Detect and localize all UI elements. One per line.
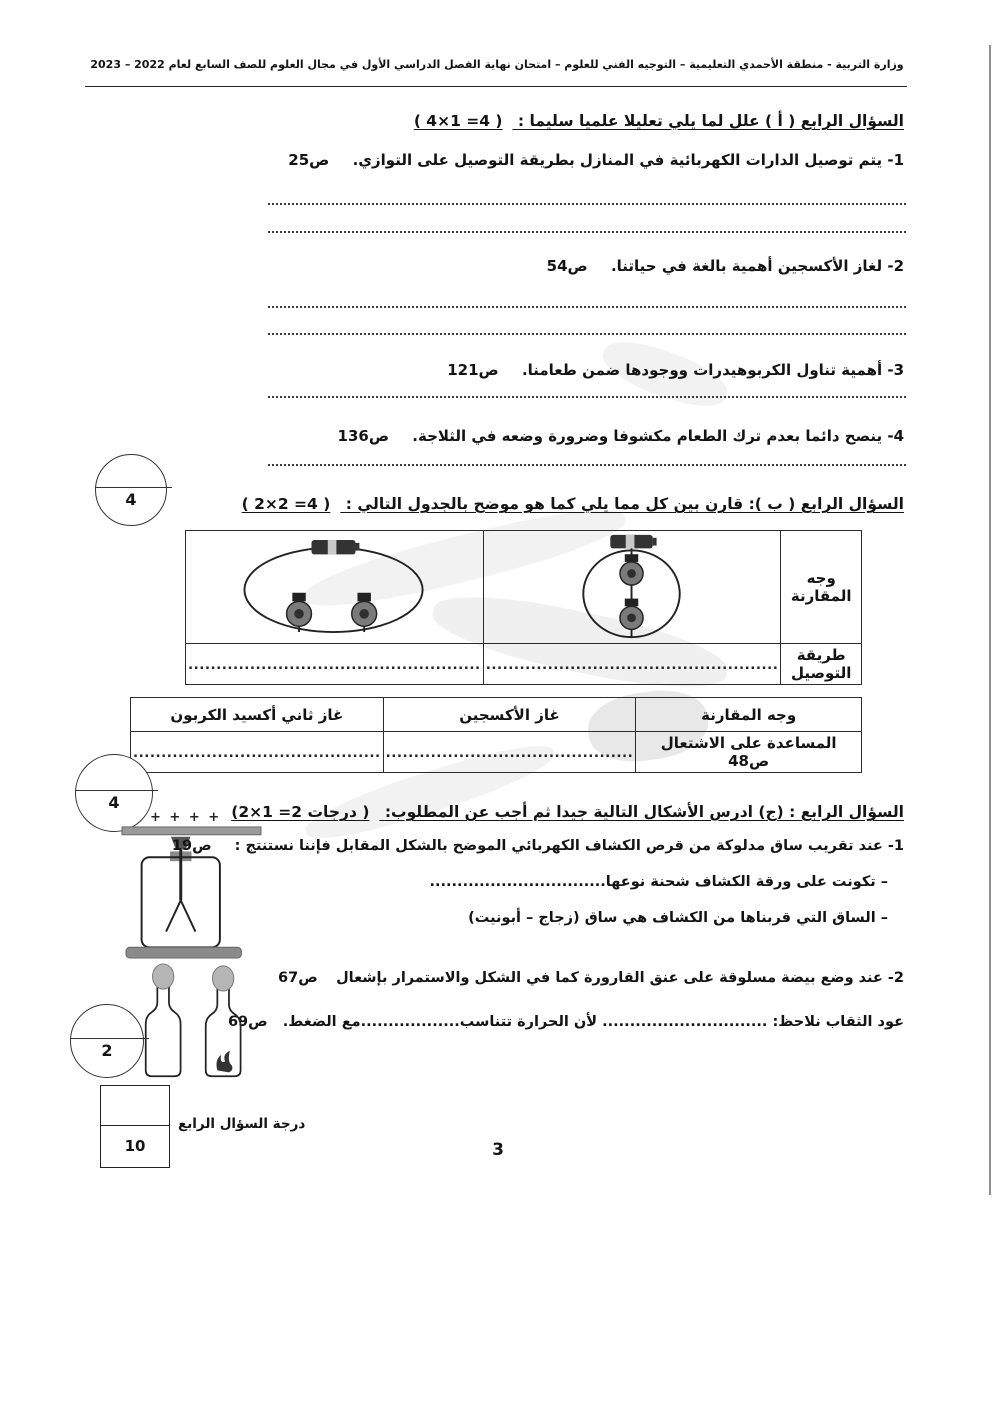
answer-cell bbox=[186, 644, 484, 685]
page-reference: ص19 bbox=[171, 838, 212, 854]
q4c-marks: (2×1 =2 درجات ) bbox=[231, 803, 370, 821]
connection-method-cell bbox=[781, 644, 862, 685]
flame-icon bbox=[216, 1051, 232, 1072]
q4c-title bbox=[231, 803, 904, 821]
answer-line bbox=[268, 306, 906, 308]
score-divider-line bbox=[70, 1038, 149, 1039]
score-box-label: درجة السؤال الرابع bbox=[178, 1116, 306, 1132]
document-header: وزارة التربية - منطقة الأحمدي التعليمية – التوجيه الفني للعلوم – امتحان نهاية الفصل الدراسي الأول في مجال العلوم للصف السابع لعام 2022 – 2023 bbox=[90, 58, 904, 71]
answer-dots: .................................................... bbox=[188, 657, 481, 673]
bulb-icon bbox=[352, 593, 377, 632]
boiled-egg bbox=[153, 964, 174, 989]
score-box-value: 10 bbox=[124, 1137, 146, 1155]
combustion-row-label: المساعدة على الاشتعال ص48 bbox=[660, 734, 837, 770]
series-circuit-diagram bbox=[528, 533, 736, 641]
answer-line bbox=[268, 333, 906, 335]
compare-header-label: وجه المقارنة bbox=[790, 569, 852, 605]
page-reference: ص25 bbox=[288, 151, 330, 169]
series-circuit-cell bbox=[483, 531, 781, 644]
answer-line bbox=[268, 464, 906, 466]
q4b-title-text: السؤال الرابع ( ب ): قارن بين كل مما يلي كما هو موضح بالجدول التالي : bbox=[345, 495, 904, 513]
q4a-marks: ( 4×1 =4 ) bbox=[413, 112, 503, 130]
connection-method-label: طريقة التوصيل bbox=[791, 646, 852, 682]
q4c-item-1-sub-1: – تكونت على ورقة الكشاف شحنة نوعها................................ bbox=[429, 874, 888, 890]
score-divider-line bbox=[75, 790, 158, 791]
score-value: 2 bbox=[101, 1041, 113, 1060]
page-reference: ص69 bbox=[227, 1014, 268, 1030]
co2-header-label: غاز ثاني أكسيد الكربون bbox=[170, 705, 344, 724]
answer-dots: ............................................ bbox=[133, 745, 381, 761]
page-reference: ص54 bbox=[546, 257, 588, 275]
positive-charges-label: + + + + bbox=[150, 810, 222, 825]
compare-header-cell bbox=[636, 698, 862, 732]
q4c-item-2-line-1 bbox=[336, 970, 904, 986]
bottle-with-egg bbox=[146, 964, 181, 1076]
score-circle-q4a bbox=[95, 454, 167, 526]
oxygen-header-label: غاز الأكسجين bbox=[459, 705, 560, 724]
q4c-item-1 bbox=[172, 838, 904, 854]
answer-cell bbox=[483, 644, 781, 685]
oxygen-header-cell bbox=[383, 698, 636, 732]
q4c-item-1-sub-2: – الساق التي قربناها من الكشاف هي ساق (زجاج – أبونيت) bbox=[468, 910, 888, 926]
q4a-title-text: السؤال الرابع ( أ ) علل لما يلي تعليلا علميا سليما : bbox=[517, 112, 904, 130]
answer-dots: ............................................ bbox=[385, 745, 634, 761]
q4a-item-1-text: 1- يتم توصيل الدارات الكهربائية في المنازل بطريقة التوصيل على التوازي. bbox=[352, 151, 904, 169]
q4c-item-2-line-2 bbox=[228, 1014, 904, 1030]
boiled-egg bbox=[213, 966, 234, 991]
score-divider-line bbox=[95, 487, 172, 488]
leaf bbox=[181, 900, 196, 931]
bottles-experiment-diagram bbox=[136, 962, 260, 1082]
bulb-icon bbox=[620, 554, 643, 585]
page-number: 3 bbox=[492, 1140, 504, 1160]
q4a-item-1 bbox=[288, 151, 904, 169]
answer-dots: .................................................... bbox=[485, 657, 779, 673]
q4c-title-text: السؤال الرابع : (ج) ادرس الأشكال التالية جيدا ثم أجب عن المطلوب: bbox=[384, 803, 904, 821]
score-circle-q4c bbox=[70, 1004, 144, 1078]
bottle-with-egg-and-flame bbox=[206, 966, 241, 1076]
combustion-row-label-cell bbox=[636, 732, 862, 773]
leaf bbox=[166, 900, 181, 931]
score-circle-q4b bbox=[75, 754, 153, 832]
compare-header-cell bbox=[781, 531, 862, 644]
base bbox=[126, 947, 241, 958]
circuit-comparison-table bbox=[185, 530, 862, 685]
page-reference: ص67 bbox=[278, 970, 318, 986]
q4c-item-1-text: 1- عند تقريب ساق مدلوكة من قرص الكشاف الكهربائي الموضح بالشكل المقابل فإننا نستنتج : bbox=[234, 838, 904, 854]
q4b-marks: ( 2×2 =4 ) bbox=[241, 495, 331, 513]
q4c-item-2-observation: عود الثقاب نلاحظ: .............................. لأن الحرارة تتناسب..................مع الضغط. bbox=[282, 1014, 904, 1030]
q4c-item-2-text: 2- عند وضع بيضة مسلوقة على عنق القارورة كما في الشكل والاستمرار بإشعال bbox=[336, 970, 904, 986]
q4b-title bbox=[242, 495, 904, 513]
page-reference: ص121 bbox=[447, 361, 499, 379]
compare-header-label: وجه المقارنة bbox=[701, 705, 797, 724]
q4a-item-4 bbox=[338, 427, 904, 445]
parallel-circuit-cell bbox=[186, 531, 484, 644]
answer-line bbox=[268, 231, 906, 233]
q4a-item-2 bbox=[547, 257, 904, 275]
charged-rod bbox=[122, 827, 261, 835]
answer-line bbox=[268, 396, 906, 398]
co2-header-cell bbox=[131, 698, 384, 732]
q4a-item-4-text: 4- ينصح دائما بعدم ترك الطعام مكشوفا وضرورة وضعه في الثلاجة. bbox=[412, 427, 904, 445]
q4a-title bbox=[414, 112, 904, 130]
scan-edge-artifact bbox=[989, 45, 991, 1195]
q4a-item-3 bbox=[447, 361, 904, 379]
header-divider bbox=[85, 86, 907, 87]
gas-comparison-table bbox=[130, 697, 862, 773]
score-box-empty-cell bbox=[101, 1086, 169, 1126]
parallel-circuit-diagram bbox=[231, 535, 437, 639]
score-value: 4 bbox=[125, 490, 137, 509]
question-score-box bbox=[100, 1085, 170, 1168]
page-reference: ص136 bbox=[337, 427, 390, 445]
q4a-item-3-text: 3- أهمية تناول الكربوهيدرات ووجودها ضمن طعامنا. bbox=[521, 361, 904, 379]
bulb-icon bbox=[620, 599, 643, 630]
answer-cell bbox=[131, 732, 384, 773]
answer-line bbox=[268, 203, 906, 205]
answer-cell bbox=[383, 732, 636, 773]
q4a-item-2-text: 2- لغاز الأكسجين أهمية بالغة في حياتنا. bbox=[610, 257, 904, 275]
score-value: 4 bbox=[108, 793, 120, 812]
